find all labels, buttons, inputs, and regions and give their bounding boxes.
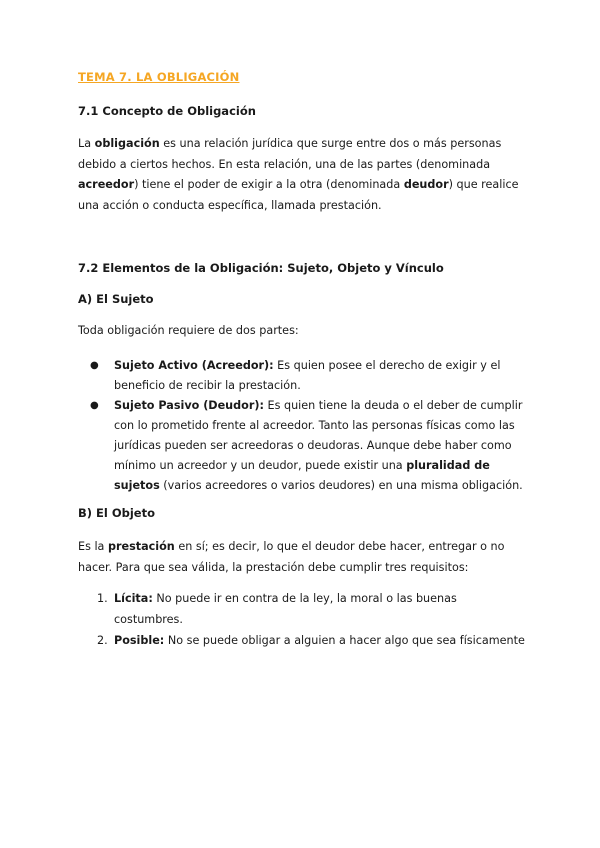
list-item bbox=[78, 630, 528, 651]
text: ) que realice una acción o conducta específica, llamada prestación. bbox=[78, 178, 519, 212]
item-number: 1. bbox=[97, 592, 108, 605]
text: ) tiene el poder de exigir a la otra (denominada bbox=[134, 178, 404, 191]
subsection-b-heading: B) El Objeto bbox=[78, 506, 155, 520]
item-label: Sujeto Pasivo (Deudor): bbox=[114, 399, 264, 412]
subsection-a-heading: A) El Sujeto bbox=[78, 292, 154, 306]
document-title: TEMA 7. LA OBLIGACIÓN bbox=[78, 70, 240, 84]
subject-list bbox=[78, 356, 528, 496]
item-text: Es quien tiene la deuda o el deber de cumplir con lo prometido frente al acreedor. Tanto las personas físicas como las jurídicas pueden ser acreedoras o deudoras. Aunque debe haber como mínimo un acreedor y un deudor, puede existir una bbox=[114, 399, 523, 472]
requirements-list bbox=[78, 588, 528, 651]
text: es una relación jurídica que surge entre dos o más personas debido a ciertos hechos. En esta relación, una de las partes (denominada bbox=[78, 137, 502, 171]
item-number: 2. bbox=[97, 634, 108, 647]
list-item bbox=[78, 588, 528, 630]
bullet-icon: ● bbox=[90, 400, 99, 411]
term-deudor: deudor bbox=[403, 178, 449, 191]
list-item bbox=[78, 356, 528, 396]
item-label: Sujeto Activo (Acreedor): bbox=[114, 359, 274, 372]
section-7-1-heading: 7.1 Concepto de Obligación bbox=[78, 104, 256, 118]
item-label: Posible: bbox=[114, 634, 165, 647]
section-7-1-paragraph bbox=[78, 134, 523, 216]
item-text: Es quien posee el derecho de exigir y el beneficio de recibir la prestación. bbox=[114, 359, 501, 392]
term-obligacion: obligación bbox=[94, 137, 160, 150]
item-text: No puede ir en contra de la ley, la moral o las buenas costumbres. bbox=[114, 592, 457, 626]
text: La bbox=[78, 137, 95, 150]
section-7-2-heading: 7.2 Elementos de la Obligación: Sujeto, Objeto y Vínculo bbox=[78, 261, 444, 275]
subsection-a-intro: Toda obligación requiere de dos partes: bbox=[78, 324, 299, 337]
subsection-b-paragraph bbox=[78, 537, 523, 578]
text: en sí; es decir, lo que el deudor debe hacer, entregar o no hacer. Para que sea válida, la prestación debe cumplir tres requisitos: bbox=[78, 540, 505, 574]
term-prestacion: prestación bbox=[107, 540, 175, 553]
text: Es la bbox=[78, 540, 108, 553]
item-label: Lícita: bbox=[114, 592, 153, 605]
term-pluralidad: pluralidad de sujetos bbox=[114, 459, 490, 492]
term-acreedor: acreedor bbox=[78, 178, 135, 191]
item-text: No se puede obligar a alguien a hacer algo que sea físicamente bbox=[164, 634, 525, 647]
bullet-icon: ● bbox=[90, 360, 99, 371]
list-item bbox=[78, 396, 528, 496]
item-text: (varios acreedores o varios deudores) en una misma obligación. bbox=[159, 479, 523, 492]
